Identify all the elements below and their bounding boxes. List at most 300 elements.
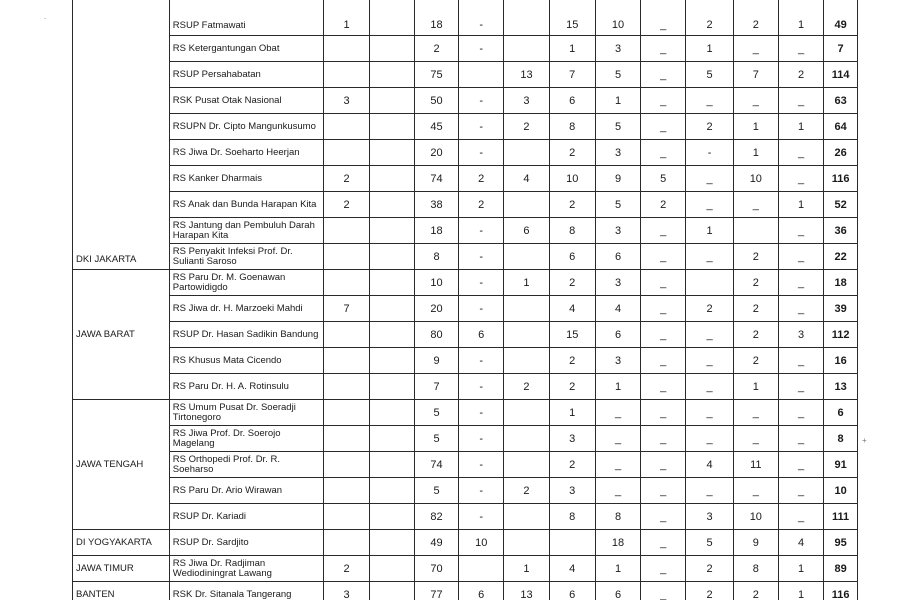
value-cell [369, 322, 414, 348]
value-cell: _ [641, 296, 686, 322]
value-cell: 5 [414, 400, 458, 426]
value-cell: _ [733, 400, 778, 426]
total-cell: 36 [824, 218, 858, 244]
value-cell: _ [641, 36, 686, 62]
province-cell: JAWA TENGAH [73, 400, 170, 530]
value-cell: 2 [324, 556, 369, 582]
table-row [73, 582, 858, 600]
value-cell: _ [686, 244, 733, 270]
value-cell: - [459, 400, 504, 426]
value-cell: _ [778, 374, 823, 400]
value-cell: 8 [414, 244, 458, 270]
total-cell: 22 [824, 244, 858, 270]
value-cell: _ [641, 374, 686, 400]
value-cell: 1 [778, 582, 823, 600]
table-row [73, 166, 858, 192]
value-cell: 3 [504, 88, 549, 114]
total-cell: 6 [824, 400, 858, 426]
value-cell: 2 [414, 36, 458, 62]
value-cell [324, 530, 369, 556]
value-cell [324, 452, 369, 478]
value-cell: - [459, 478, 504, 504]
value-cell: _ [733, 88, 778, 114]
value-cell: _ [733, 192, 778, 218]
value-cell: 2 [733, 270, 778, 296]
value-cell: _ [686, 166, 733, 192]
hospital-name-cell: RSUP Dr. Sardjito [169, 530, 324, 556]
value-cell [324, 270, 369, 296]
value-cell: 3 [595, 140, 640, 166]
value-cell: 7 [549, 62, 595, 88]
value-cell: _ [595, 426, 640, 452]
value-cell: - [459, 374, 504, 400]
value-cell [369, 556, 414, 582]
value-cell [504, 452, 549, 478]
total-cell: 116 [824, 166, 858, 192]
value-cell [324, 218, 369, 244]
value-cell: 50 [414, 88, 458, 114]
value-cell [369, 296, 414, 322]
value-cell: 45 [414, 114, 458, 140]
value-cell: _ [733, 36, 778, 62]
value-cell: 3 [324, 88, 369, 114]
value-cell: 2 [733, 348, 778, 374]
value-cell: 20 [414, 296, 458, 322]
value-cell: - [686, 140, 733, 166]
value-cell: 9 [595, 166, 640, 192]
value-cell: 3 [324, 582, 369, 600]
value-cell [459, 62, 504, 88]
value-cell [369, 166, 414, 192]
value-cell: _ [778, 244, 823, 270]
value-cell [504, 504, 549, 530]
total-cell: 116 [824, 582, 858, 600]
total-cell: 111 [824, 504, 858, 530]
value-cell [369, 114, 414, 140]
value-cell: 74 [414, 166, 458, 192]
total-cell: 89 [824, 556, 858, 582]
table-row [73, 478, 858, 504]
value-cell: 8 [733, 556, 778, 582]
hospital-name-cell: RS Anak dan Bunda Harapan Kita [169, 192, 324, 218]
value-cell [549, 530, 595, 556]
value-cell [324, 348, 369, 374]
value-cell: 5 [686, 530, 733, 556]
total-cell: 13 [824, 374, 858, 400]
value-cell [324, 114, 369, 140]
hospital-name-cell: RS Orthopedi Prof. Dr. R. Soeharso [169, 452, 324, 478]
value-cell: 1 [595, 374, 640, 400]
value-cell: _ [641, 322, 686, 348]
value-cell: _ [641, 244, 686, 270]
value-cell: 7 [733, 62, 778, 88]
value-cell [504, 140, 549, 166]
value-cell: 10 [733, 504, 778, 530]
table-row [73, 452, 858, 478]
total-cell: 63 [824, 88, 858, 114]
value-cell: 18 [414, 0, 458, 36]
value-cell: 2 [504, 478, 549, 504]
value-cell: _ [778, 36, 823, 62]
hospital-name-cell: RSUP Fatmawati [169, 0, 324, 36]
value-cell [324, 244, 369, 270]
value-cell [324, 322, 369, 348]
value-cell: _ [733, 478, 778, 504]
value-cell: 15 [549, 0, 595, 36]
value-cell [369, 36, 414, 62]
value-cell: _ [686, 400, 733, 426]
value-cell: 3 [595, 348, 640, 374]
value-cell: 5 [414, 478, 458, 504]
value-cell [324, 62, 369, 88]
hospital-name-cell: RS Jantung dan Pembuluh Darah Harapan Kita [169, 218, 324, 244]
value-cell: - [459, 0, 504, 36]
value-cell: - [459, 88, 504, 114]
value-cell [369, 218, 414, 244]
value-cell: _ [595, 478, 640, 504]
total-cell: 18 [824, 270, 858, 296]
value-cell [369, 0, 414, 36]
value-cell: _ [778, 270, 823, 296]
value-cell: 70 [414, 556, 458, 582]
value-cell: _ [686, 348, 733, 374]
hospital-name-cell: RS Jiwa dr. H. Marzoeki Mahdi [169, 296, 324, 322]
value-cell: _ [641, 530, 686, 556]
hospital-name-cell: RS Umum Pusat Dr. Soeradji Tirtonegoro [169, 400, 324, 426]
value-cell: 7 [324, 296, 369, 322]
value-cell: 2 [733, 244, 778, 270]
hospital-name-cell: RS Jiwa Dr. Soeharto Heerjan [169, 140, 324, 166]
hospital-name-cell: RS Jiwa Prof. Dr. Soerojo Magelang [169, 426, 324, 452]
value-cell: _ [778, 140, 823, 166]
value-cell: 10 [414, 270, 458, 296]
value-cell: 10 [733, 166, 778, 192]
hospital-name-cell: RS Penyakit Infeksi Prof. Dr. Sulianti Saroso [169, 244, 324, 270]
value-cell [369, 582, 414, 600]
value-cell: _ [778, 504, 823, 530]
value-cell: 1 [778, 192, 823, 218]
value-cell: - [459, 452, 504, 478]
value-cell: 6 [595, 582, 640, 600]
value-cell: 2 [549, 270, 595, 296]
value-cell: 8 [549, 504, 595, 530]
value-cell: 2 [324, 166, 369, 192]
value-cell: 6 [549, 244, 595, 270]
value-cell [369, 478, 414, 504]
value-cell: 2 [549, 192, 595, 218]
value-cell: _ [641, 582, 686, 600]
table-row [73, 296, 858, 322]
value-cell: _ [641, 62, 686, 88]
value-cell: _ [686, 374, 733, 400]
total-cell: 91 [824, 452, 858, 478]
province-cell: DI YOGYAKARTA [73, 530, 170, 556]
value-cell: 2 [686, 556, 733, 582]
hospital-name-cell: RSK Dr. Sitanala Tangerang [169, 582, 324, 600]
value-cell: _ [778, 426, 823, 452]
value-cell: 3 [595, 36, 640, 62]
value-cell: 2 [733, 582, 778, 600]
value-cell: 6 [504, 218, 549, 244]
value-cell [369, 140, 414, 166]
total-cell: 49 [824, 0, 858, 36]
value-cell: 3 [549, 478, 595, 504]
value-cell: 5 [414, 426, 458, 452]
value-cell: 10 [549, 166, 595, 192]
value-cell [504, 348, 549, 374]
value-cell: 2 [549, 348, 595, 374]
value-cell: - [459, 36, 504, 62]
value-cell: 74 [414, 452, 458, 478]
value-cell [459, 556, 504, 582]
scan-mark: + [862, 436, 867, 445]
value-cell: 1 [686, 218, 733, 244]
table-row [73, 0, 858, 36]
value-cell [324, 426, 369, 452]
value-cell: _ [641, 348, 686, 374]
value-cell [504, 244, 549, 270]
table-row [73, 556, 858, 582]
value-cell: 2 [733, 296, 778, 322]
value-cell: _ [641, 400, 686, 426]
hospital-name-cell: RS Kanker Dharmais [169, 166, 324, 192]
value-cell: 1 [504, 556, 549, 582]
value-cell: 1 [733, 374, 778, 400]
table-row [73, 530, 858, 556]
value-cell: 1 [504, 270, 549, 296]
value-cell: _ [641, 426, 686, 452]
value-cell: 8 [549, 218, 595, 244]
value-cell: _ [641, 88, 686, 114]
value-cell [369, 400, 414, 426]
value-cell [324, 478, 369, 504]
value-cell [369, 244, 414, 270]
value-cell [369, 192, 414, 218]
scan-mark: . [44, 12, 47, 21]
table-row [73, 114, 858, 140]
value-cell [324, 36, 369, 62]
value-cell: _ [641, 556, 686, 582]
value-cell: 6 [459, 582, 504, 600]
value-cell: 1 [595, 556, 640, 582]
value-cell: 1 [778, 114, 823, 140]
table-row [73, 36, 858, 62]
value-cell: 2 [686, 582, 733, 600]
value-cell: 2 [686, 296, 733, 322]
total-cell: 7 [824, 36, 858, 62]
value-cell: 3 [778, 322, 823, 348]
value-cell [369, 530, 414, 556]
value-cell: 9 [733, 530, 778, 556]
value-cell: 2 [641, 192, 686, 218]
value-cell: _ [595, 452, 640, 478]
hospital-name-cell: RS Khusus Mata Cicendo [169, 348, 324, 374]
value-cell [369, 426, 414, 452]
value-cell [504, 36, 549, 62]
value-cell: 13 [504, 582, 549, 600]
value-cell [504, 296, 549, 322]
value-cell: 2 [549, 374, 595, 400]
value-cell: _ [778, 88, 823, 114]
value-cell: 10 [459, 530, 504, 556]
value-cell [733, 218, 778, 244]
value-cell: 1 [324, 0, 369, 36]
table-row [73, 426, 858, 452]
hospital-name-cell: RSUP Dr. Hasan Sadikin Bandung [169, 322, 324, 348]
value-cell [369, 348, 414, 374]
value-cell: _ [778, 348, 823, 374]
value-cell: _ [641, 504, 686, 530]
value-cell: 6 [549, 88, 595, 114]
value-cell: 18 [595, 530, 640, 556]
value-cell: 4 [549, 556, 595, 582]
value-cell: 2 [324, 192, 369, 218]
value-cell: 6 [595, 244, 640, 270]
value-cell: _ [778, 166, 823, 192]
value-cell: 5 [641, 166, 686, 192]
value-cell [369, 88, 414, 114]
value-cell: 80 [414, 322, 458, 348]
value-cell: _ [641, 452, 686, 478]
value-cell: 38 [414, 192, 458, 218]
value-cell: _ [595, 400, 640, 426]
value-cell [504, 322, 549, 348]
hospital-name-cell: RS Ketergantungan Obat [169, 36, 324, 62]
value-cell: 2 [733, 322, 778, 348]
value-cell: 13 [504, 62, 549, 88]
value-cell: 2 [686, 0, 733, 36]
value-cell [369, 452, 414, 478]
value-cell: 1 [686, 36, 733, 62]
value-cell [369, 504, 414, 530]
value-cell [686, 270, 733, 296]
value-cell: 1 [778, 0, 823, 36]
value-cell: 3 [686, 504, 733, 530]
value-cell: _ [641, 114, 686, 140]
total-cell: 10 [824, 478, 858, 504]
value-cell: 3 [595, 218, 640, 244]
hospital-name-cell: RS Jiwa Dr. Radjiman Wediodiningrat Lawang [169, 556, 324, 582]
value-cell: 1 [733, 140, 778, 166]
value-cell [324, 400, 369, 426]
hospital-name-cell: RS Paru Dr. H. A. Rotinsulu [169, 374, 324, 400]
table-row [73, 400, 858, 426]
value-cell: 5 [595, 114, 640, 140]
value-cell: _ [686, 478, 733, 504]
value-cell: - [459, 114, 504, 140]
value-cell: - [459, 140, 504, 166]
value-cell: - [459, 270, 504, 296]
value-cell: 8 [595, 504, 640, 530]
value-cell: _ [733, 426, 778, 452]
table-row [73, 348, 858, 374]
value-cell: 5 [595, 62, 640, 88]
value-cell: 82 [414, 504, 458, 530]
value-cell: 1 [549, 36, 595, 62]
province-cell: DKI JAKARTA [73, 0, 170, 270]
value-cell [504, 0, 549, 36]
value-cell: - [459, 504, 504, 530]
value-cell: _ [778, 400, 823, 426]
value-cell: 77 [414, 582, 458, 600]
value-cell: 6 [549, 582, 595, 600]
value-cell: 1 [595, 88, 640, 114]
table-row [73, 322, 858, 348]
value-cell: 7 [414, 374, 458, 400]
value-cell [324, 140, 369, 166]
value-cell: 75 [414, 62, 458, 88]
value-cell: _ [641, 478, 686, 504]
value-cell: 2 [549, 452, 595, 478]
table-row [73, 140, 858, 166]
value-cell: 4 [686, 452, 733, 478]
value-cell: - [459, 426, 504, 452]
value-cell [504, 400, 549, 426]
value-cell [504, 192, 549, 218]
province-cell: BANTEN [73, 582, 170, 600]
value-cell: 3 [595, 270, 640, 296]
value-cell: - [459, 218, 504, 244]
total-cell: 95 [824, 530, 858, 556]
hospital-name-cell: RSUP Persahabatan [169, 62, 324, 88]
value-cell: - [459, 296, 504, 322]
total-cell: 64 [824, 114, 858, 140]
table-body [73, 0, 858, 600]
total-cell: 52 [824, 192, 858, 218]
province-cell: JAWA TIMUR [73, 556, 170, 582]
value-cell [324, 374, 369, 400]
value-cell: 2 [504, 374, 549, 400]
value-cell: 1 [733, 114, 778, 140]
hospital-name-cell: RSK Pusat Otak Nasional [169, 88, 324, 114]
value-cell: 18 [414, 218, 458, 244]
total-cell: 112 [824, 322, 858, 348]
value-cell: 4 [595, 296, 640, 322]
value-cell: _ [778, 452, 823, 478]
value-cell: _ [641, 140, 686, 166]
value-cell [504, 530, 549, 556]
value-cell: 20 [414, 140, 458, 166]
value-cell [504, 426, 549, 452]
total-cell: 114 [824, 62, 858, 88]
value-cell: _ [641, 0, 686, 36]
total-cell: 16 [824, 348, 858, 374]
value-cell: 6 [595, 322, 640, 348]
value-cell [369, 374, 414, 400]
value-cell: 3 [549, 426, 595, 452]
value-cell: 2 [686, 114, 733, 140]
value-cell: _ [778, 218, 823, 244]
total-cell: 26 [824, 140, 858, 166]
value-cell: - [459, 348, 504, 374]
value-cell: 2 [459, 166, 504, 192]
value-cell: _ [686, 88, 733, 114]
table-row [73, 218, 858, 244]
total-cell: 39 [824, 296, 858, 322]
hospital-name-cell: RS Paru Dr. M. Goenawan Partowidigdo [169, 270, 324, 296]
table-row [73, 88, 858, 114]
value-cell: 2 [504, 114, 549, 140]
value-cell: 1 [549, 400, 595, 426]
value-cell: 9 [414, 348, 458, 374]
table-row [73, 192, 858, 218]
value-cell: 5 [686, 62, 733, 88]
value-cell: 4 [504, 166, 549, 192]
value-cell [324, 504, 369, 530]
value-cell: 4 [549, 296, 595, 322]
value-cell [369, 270, 414, 296]
value-cell: 8 [549, 114, 595, 140]
